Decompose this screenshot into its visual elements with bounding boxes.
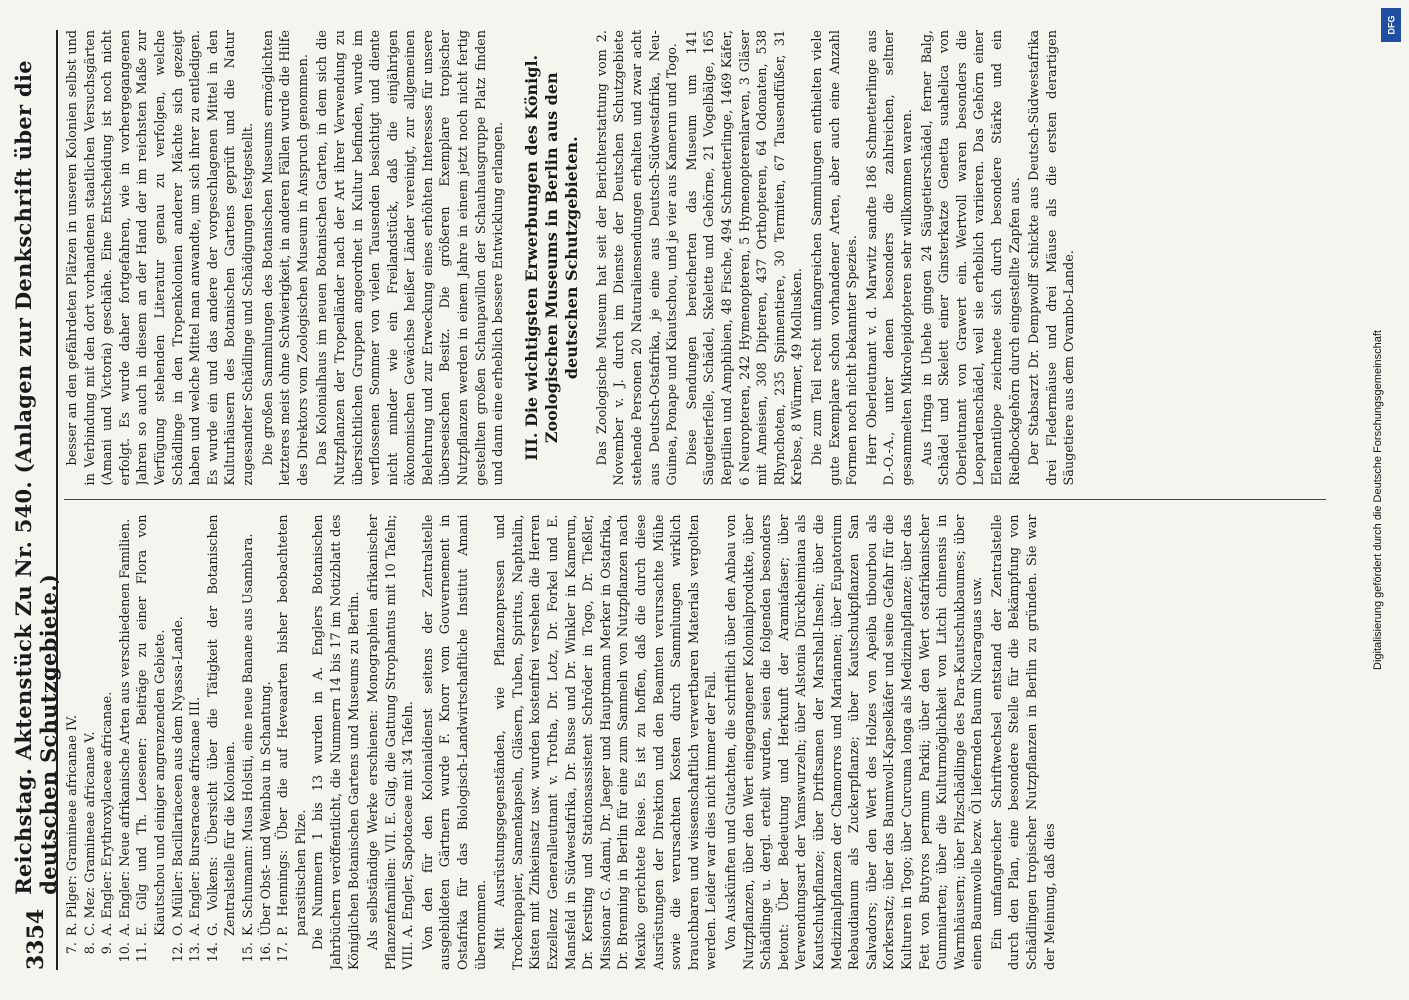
list-item-number: 15.: [240, 942, 256, 963]
publication-list: [64, 515, 310, 971]
paragraph: Die Nummern 1 bis 13 wurden in A. Englers Botanischen Jahrbüchern veröffentlicht, die Nummern 14 bis 17 im Notizblatt des Königlichen Botanischen Gartens und Museums zu Berlin.: [311, 514, 362, 970]
column-left: [64, 515, 1326, 971]
list-item-text: A. Engler: Burseraceae africanae III.: [188, 696, 204, 936]
paragraph: Die großen Sammlungen des Botanischen Museums ermöglichten letzteres meist ohne Schwierigkeit, in anderen Fällen wurde die Hilfe des Direktors vom Zoologischen Museum in Anspruch genommen.: [260, 30, 311, 486]
list-item-text: O. Müller: Bacillariaceen aus dem Nyassa-Lande.: [170, 616, 186, 936]
list-item-number: 13.: [188, 942, 204, 963]
list-item: [187, 515, 205, 971]
list-item-number: 8.: [82, 942, 98, 955]
column-right: [64, 30, 1326, 486]
paragraph: Die zum Teil recht umfangreichen Sammlungen enthielten viele gute Exemplare schon vorhandener Arten, aber auch eine Anzahl Formen noch nicht bekannter Spezies.: [809, 30, 861, 486]
paragraph: Ein umfangreicher Schriftwechsel entstand der Zentralstelle durch den Plan, eine besondere Stelle für die Bekämpfung von Schädlingen tropischer Nutzpflanzen in Berlin zu gründen. Sie war der Meinung, daß dies: [989, 514, 1058, 970]
list-item-text: Über Obst- und Weinbau in Schantung.: [258, 681, 274, 936]
digitization-margin: [1368, 0, 1409, 1000]
paragraph: Das Kolonialhaus im neuen Botanischen Garten, in dem sich die Nutzpflanzen der Tropenländer nach der Art ihrer Verwendung zu übersichtlichen Gruppen angeordnet in Kultur befinden, wurde im verflossenen Sommer von vielen Tausenden besichtigt und diente nicht minder wie ein Freilandstück, daß die einjährigen ökonomischen Gewächse heißer Länder vereinigt, zur allgemeinen Belehrung und zur Erweckung eines erhöhten Interesses für unsere überseeischen Besitz. Die größeren Exemplare tropischer Nutzpflanzen werden in einem Jahre in einem jetzt noch nicht fertig gestellten großen Schaupavillon der Schauhausgruppe Platz finden und dann eine erheblich bessere Entwicklung erlangen.: [315, 30, 507, 486]
list-item: [64, 515, 82, 971]
digitization-credit: Digitalisierung gefördert durch die Deutsche Forschungsgemeinschaft: [1372, 330, 1384, 670]
paragraph: besser an den gefährdeten Plätzen in unseren Kolonien selbst und in Verbindung mit den dort vorhandenen staatlichen Versuchsgärten (Amani und Victoria) geschähe. Eine Entscheidung ist noch nicht erfolgt. Es wurde daher fortgefahren, wie in vorhergegangenen Jahren so auch in diesem an der Hand der im reichsten Maße zur Verfügung stehenden Literatur genau zu verfolgen, welche Schädlinge in den Tropenkolonien anderer Mächte sich gezeigt haben und welche Mittel man anwandte, um sich ihrer zu entledigen. Es wurde ein und das andere der vorgeschlagenen Mittel in den Kulturhäusern des Botanischen Gartens geprüft und die Natur zugesandter Schädlinge und Schädigungen festgestellt.: [65, 30, 256, 486]
list-item-text: A. Engler: Erythroxylaceae africanae.: [100, 691, 116, 936]
paragraph: Mit Ausrüstungsgegenständen, wie Pflanzenpressen und Trockenpapier, Samenkapseln, Gläsern, Tuben, Spiritus, Naphtalin, Kisten mit Zinkeinsatz usw. wurden kostenfrei versehen die Herren Exzellenz Generalleutnant v. Trotha, Dr. Lotz, Dr. Forkel und E. Mansfeld in Südwestafrika, Dr. Busse und Dr. Winkler in Kamerun, Dr. Kersting und Stationsassistent Schröder in Togo, Dr. Tießler, Missionar G. Adami, Dr. Jaeger und Hauptmann Merker in Ostafrika, Dr. Brenning in Berlin für eine zum Sammeln von Nutzpflanzen nach Mexiko gerichtete Reise. Es ist zu hoffen, daß die durch diese Ausrüstungen der Direktion und den Beamten verursachte Mühe sowie die verursachten Kosten durch Sammlungen wirklich brauchbaren und wissenschaftlich verwertbaren Materials vergolten werden. Leider war dies nicht immer der Fall.: [493, 514, 720, 970]
list-item-number: 14.: [205, 942, 221, 963]
list-item-number: 7.: [65, 942, 80, 955]
page-number: 3354: [23, 908, 49, 970]
list-item: [170, 515, 188, 971]
paragraph: Diese Sendungen bereicherten das Museum um 141 Säugetierfelle, Schädel, Skelette und Gehörne, 21 Vogelbälge, 165 Reptilien und Amphibien, 48 Fische, 494 Schmetterlinge, 1469 Käfer, 6 Neuropteren, 242 Hymenopteren, 5 Hymenopterenlarven, 3 Gläser mit Ameisen, 308 Dipteren, 437 Orthopteren, 64 Odonaten, 538 Rhynchoten, 235 Spinnentiere, 30 Termiten, 67 Tausendfüßer, 31 Krebse, 8 Würmer, 49 Mollusken.: [684, 30, 806, 486]
list-item-text: E. Gilg und Th. Loesener: Beiträge zu einer Flora von Kiautschou und einiger angrenzenden Gebiete.: [135, 514, 168, 936]
list-item-text: P. Hennings: Über die auf Heveaarten bisher beobachteten parasitischen Pilze.: [276, 514, 309, 936]
section-heading: III. Die wichtigsten Erwerbungen des Königl. Zoologischen Museums in Berlin aus den deutschen Schutzgebieten.: [521, 54, 581, 461]
list-item-number: 17.: [276, 942, 292, 963]
list-item-number: 16.: [258, 942, 274, 963]
paragraph: Von den für den Kolonialdienst seitens der Zentralstelle ausgebildeten Gärtnern wurde F. Knorr vom Gouvernement in Ostafrika für das Biologisch-Landwirtschaftliche Institut Amani übernommen.: [420, 514, 489, 970]
paragraph: Das Zoologische Museum hat seit der Berichterstattung vom 2. November v. J. durch im Dienste der Deutschen Schutzgebiete stehende Personen 20 Naturaliensendungen erhalten und zwar acht aus Deutsch-Ostafrika, je eine aus Deutsch-Südwestafrika, Neu-Guinea, Ponape und Kiautschou, und je vier aus Kamerun und Togo.: [594, 30, 681, 486]
paragraph: Der Stabsarzt Dr. Dempwolff schickte aus Deutsch-Südwestafrika drei Fledermäuse und drei Mäuse als die ersten derartigen Säugetiere aus dem Ovambo-Lande.: [1027, 30, 1078, 486]
list-item: [99, 515, 117, 971]
list-item-text: A. Engler: Neue afrikanische Arten aus verschiedenen Familien.: [117, 518, 133, 936]
list-item-number: 12.: [170, 942, 186, 963]
list-item-text: R. Pilger: Gramineae africanae IV.: [65, 714, 80, 936]
list-item: [205, 515, 240, 971]
list-item: [117, 515, 135, 971]
list-item: [82, 515, 100, 971]
header-title: Reichstag. Aktenstück Zu Nr. 540. (Anlagen zur Denkschrift über die deutschen Schutzgebiete.): [11, 60, 61, 895]
list-item-number: 10.: [117, 942, 133, 963]
list-item-text: C. Mez: Gramineae africanae V.: [82, 731, 98, 936]
list-item-number: 11.: [135, 942, 151, 963]
column-divider: [64, 500, 1326, 501]
list-item: [134, 515, 169, 971]
paragraph: Aus Iringa in Uhehe gingen 24 Säugetierschädel, ferner Balg, Schädel und Skelett einer Ginsterkatze Genetta suahelica von Oberleutnant von Grawert ein. Wertvoll waren besonders die Leopardenschädel, weil sie erheblich variieren. Das Gehörn einer Elenantilope zeichnete sich durch besondere Stärke und ein Riedbockgehörn durch eingestellte Zapfen aus.: [919, 30, 1023, 486]
list-item-number: 9.: [100, 942, 116, 955]
list-item: [240, 515, 258, 971]
list-item: [258, 515, 276, 971]
list-item-text: G. Volkens: Übersicht über die Tätigkeit der Botanischen Zentralstelle für die Kolonien.: [205, 514, 239, 936]
list-item: [275, 515, 310, 971]
list-item-text: K. Schumann: Musa Holstii, eine neue Banane aus Usambara.: [240, 533, 256, 936]
dfg-logo: DFG: [1381, 8, 1401, 42]
paragraph: Als selbständige Werke erschienen: Monographien afrikanischer Pflanzenfamilien: VII. E. Gilg, die Gattung Strophantus mit 10 Tafeln; VIII. A. Engler, Sapotaceae mit 34 Tafeln.: [366, 514, 417, 970]
paragraph: Herr Oberleutnant v. d. Marwitz sandte 186 Schmetterlinge aus D.-O.-A., unter denen besonders die zahlreichen, seltner gesammelten Mikrolepidopteren sehr willkommen waren.: [864, 30, 915, 486]
paragraph: Von Auskünften und Gutachten, die schriftlich über den Anbau von Nutzpflanzen, über den Wert eingegangener Kolonialprodukte, über Schädlinge u. dergl. erteilt wurden, seien die folgenden besonders betont: Über Bedeutung und Herkunft der Aramiafaser; über Verwendungsart der Yamswurzeln; über Alstonia Dürckheimiana als Kautschukpflanze; über Driftsamen der Marshall-Inseln; über die Medizinalpflanzen der Chamorros und Mariannen; über Eupatorium Rebaudianum als Zuckerpflanze; über Kautschukpflanzen San Salvadors; über den Wert des Holzes von Apeiba tibourbou als Korkersatz; über das Baumwoll-Kapselkäfer und seine Gefahr für die Kulturen in Togo; über Curcuma longa als Medizinalpflanze; über das Fett von Butyros permum Parkii; über den Wert ostafrikanischer Gummiarten; über die Kulturmöglichkeit von Litchi chinensis in Warmhäusern; über Pilzschädlinge des Para-Kautschukbaumes; über einen Baumwolle bezw. Öl liefernden Baum Nicaraguas usw.: [723, 514, 986, 970]
text-columns: [64, 30, 1326, 970]
page-header: [11, 30, 61, 970]
